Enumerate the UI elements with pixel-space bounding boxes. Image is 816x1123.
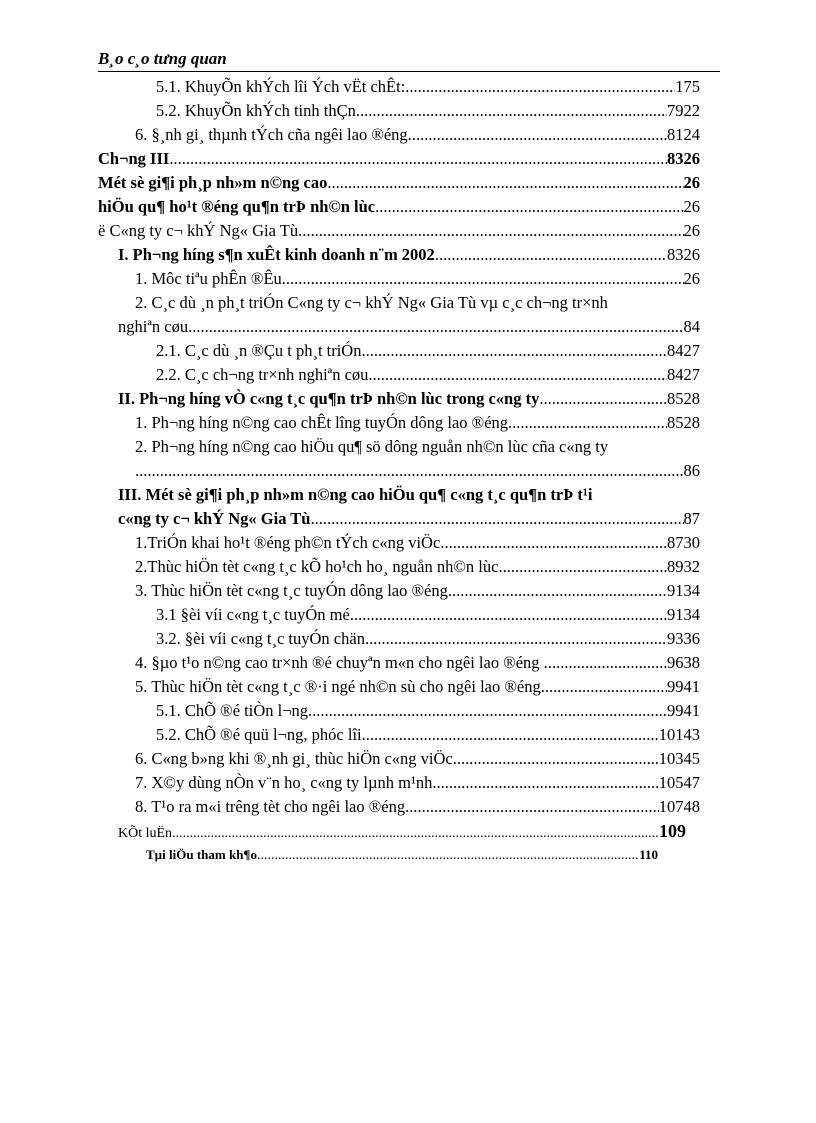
toc-leader-dots	[548, 651, 667, 675]
toc-leader-dots	[539, 387, 667, 411]
toc-page-number: 8326	[667, 149, 700, 168]
toc-entry-title: 3.1 §èi víi c«ng t¸c tuyÓn mé	[156, 605, 350, 624]
toc-page-number: 9941	[667, 677, 700, 696]
toc-page-number: 10345	[658, 749, 700, 768]
toc-leader-dots	[448, 579, 667, 603]
toc-entry	[98, 267, 700, 291]
toc-page-number: 86	[683, 461, 700, 480]
toc-entry	[98, 627, 700, 651]
toc-leader-dots	[192, 315, 683, 339]
table-of-contents	[98, 75, 700, 867]
toc-leader-dots	[453, 747, 659, 771]
toc-entry	[98, 171, 700, 195]
toc-leader-dots	[432, 771, 658, 795]
toc-leader-dots	[545, 675, 667, 699]
toc-leader-dots	[444, 531, 667, 555]
toc-page-number: 9941	[667, 701, 700, 720]
toc-leader-dots	[298, 219, 683, 243]
toc-entry	[98, 483, 700, 507]
toc-leader-dots	[369, 627, 667, 651]
toc-entry	[98, 699, 700, 723]
toc-entry-title: 5.1. ChÕ ®é tiÒn l¬ng.	[156, 701, 313, 720]
toc-entry	[98, 123, 700, 147]
toc-entry	[98, 147, 700, 171]
toc-page-number: 7922	[667, 101, 700, 120]
toc-page-number: 9134	[667, 605, 700, 624]
toc-entry-title: 2.1. C¸c dù ¸n ®Çu t ph¸t triÓn.	[156, 341, 366, 360]
toc-leader-dots	[435, 243, 667, 267]
toc-entry	[98, 243, 700, 267]
toc-page-number: 9134	[667, 581, 700, 600]
toc-entry-title: 2. C¸c dù ¸n ph¸t triÓn C«ng ty c¬ khÝ Ng« Gia Tù vµ c¸c ch¬ng tr×nh	[135, 293, 608, 312]
toc-page-number: 87	[683, 509, 700, 528]
toc-entry-title: 6. C«ng b»ng khi ®¸nh gi¸ thùc hiÖn c«ng viÖc	[135, 749, 453, 768]
toc-entry	[98, 435, 700, 459]
toc-page-number: 26	[683, 173, 700, 192]
toc-page-number: 8326	[667, 245, 700, 264]
toc-page-number: 10547	[658, 773, 700, 792]
toc-entry-title: 5. Thùc hiÖn tèt c«ng t¸c ®·i ngé nh©n sù cho ngêi lao ®éng.	[135, 677, 545, 696]
page-header: B¸o c¸o tưng quan	[98, 48, 720, 72]
toc-page-number: 26	[683, 221, 700, 240]
toc-entry-title: 5.2. ChÕ ®é quü l¬ng, phóc lîi.	[156, 725, 366, 744]
toc-entry-title: Tµi liÖu tham kh¶o	[146, 847, 257, 862]
toc-entry	[98, 99, 700, 123]
toc-entry	[98, 507, 700, 531]
toc-page-number: 8932	[667, 557, 700, 576]
toc-leader-dots	[508, 411, 667, 435]
toc-entry-title: 7. X©y dùng nÒn v¨n ho¸ c«ng ty lµnh m¹nh	[135, 773, 433, 792]
toc-entry-title: 2.Thùc hiÖn tèt c«ng t¸c kÕ ho¹ch ho¸ nguån nh©n lùc.	[135, 557, 503, 576]
toc-entry	[98, 795, 700, 819]
toc-entry-title: nghiªn cøu.	[118, 317, 193, 336]
toc-entry	[98, 195, 700, 219]
toc-entry-title: III. Mét sè gi¶i ph¸p nh»m n©ng cao hiÖu qu¶ c«ng t¸c qu¶n trÞ t¹i	[118, 485, 593, 504]
toc-entry-title: 2. Ph¬ng híng n©ng cao hiÖu qu¶ sö dông nguån nh©n lùc cña c«ng ty	[135, 437, 609, 456]
toc-entry-title: 1. Ph¬ng híng n©ng cao chÊt lîng tuyÓn dông lao ®éng	[135, 413, 509, 432]
toc-leader-dots	[350, 603, 667, 627]
toc-leader-dots	[135, 459, 684, 483]
toc-entry	[98, 315, 700, 339]
toc-entry	[98, 459, 700, 483]
toc-page-number: 9336	[667, 629, 700, 648]
toc-entry	[98, 531, 700, 555]
toc-page-number: 109	[659, 821, 686, 841]
toc-entry	[98, 387, 700, 411]
toc-entry	[98, 291, 700, 315]
toc-entry-title: 2.2. C¸c ch¬ng tr×nh nghiªn cøu.	[156, 365, 373, 384]
toc-entry	[98, 579, 700, 603]
toc-page-number: 8528	[667, 389, 700, 408]
toc-entry-title: 1.TriÓn khai ho¹t ®éng ph©n tÝch c«ng viÖc.	[135, 533, 445, 552]
toc-entry	[98, 819, 700, 843]
toc-leader-dots	[282, 267, 684, 291]
toc-page-number: 9638	[667, 653, 700, 672]
toc-leader-dots	[375, 195, 683, 219]
toc-entry-title: c«ng ty c¬ khÝ Ng« Gia Tù	[118, 509, 311, 528]
toc-leader-dots	[373, 363, 667, 387]
toc-entry-title: 4. §µo t¹o n©ng cao tr×nh ®é chuyªn m«n cho ngêi lao ®éng .	[135, 653, 548, 672]
toc-leader-dots	[310, 507, 683, 531]
toc-page-number: 175	[675, 77, 700, 96]
toc-leader-dots	[360, 99, 667, 123]
toc-leader-dots	[327, 171, 683, 195]
toc-entry-title: 1. Môc tiªu phÊn ®Êu	[135, 269, 282, 288]
toc-entry	[98, 723, 700, 747]
toc-entry-title: KÕt luËn	[118, 826, 173, 841]
toc-entry	[98, 411, 700, 435]
toc-leader-dots	[409, 795, 659, 819]
toc-leader-dots	[366, 723, 659, 747]
toc-entry	[98, 363, 700, 387]
toc-page-number: 8427	[667, 341, 700, 360]
toc-entry	[98, 75, 700, 99]
toc-page-number: 8730	[667, 533, 700, 552]
toc-entry	[98, 651, 700, 675]
toc-entry-title: 6. §¸nh gi¸ thµnh tÝch cña ngêi lao ®éng.	[135, 125, 412, 144]
toc-entry	[98, 675, 700, 699]
toc-entry	[98, 747, 700, 771]
toc-entry	[98, 771, 700, 795]
toc-entry	[98, 219, 700, 243]
toc-page-number: 84	[683, 317, 700, 336]
toc-entry	[98, 603, 700, 627]
toc-page-number: 8124	[667, 125, 700, 144]
toc-entry-title: Ch¬ng III	[98, 149, 170, 168]
toc-leader-dots	[169, 147, 667, 171]
toc-page-number: 26	[683, 269, 700, 288]
toc-entry-title: I. Ph¬ng híng s¶n xuÊt kinh doanh n¨m 2002	[118, 245, 435, 264]
toc-entry-title: 8. T¹o ra m«i trêng tèt cho ngêi lao ®éng.	[135, 797, 410, 816]
toc-leader-dots	[257, 844, 639, 868]
toc-leader-dots	[503, 555, 667, 579]
toc-entry	[98, 843, 700, 867]
toc-page-number: 26	[683, 197, 700, 216]
toc-entry-title: 5.1. KhuyÕn khÝch lîi Ých vËt chÊt:	[156, 77, 406, 96]
toc-page-number: 8528	[667, 413, 700, 432]
toc-entry	[98, 339, 700, 363]
toc-entry-title: hiÖu qu¶ ho¹t ®éng qu¶n trÞ nh©n lùc	[98, 197, 376, 216]
toc-leader-dots	[405, 75, 675, 99]
toc-entry-title: ë C«ng ty c¬ khÝ Ng« Gia Tù	[98, 221, 299, 240]
toc-leader-dots	[312, 699, 667, 723]
toc-entry-title: Mét sè gi¶i ph¸p nh»m n©ng cao	[98, 173, 328, 192]
toc-leader-dots	[366, 339, 667, 363]
toc-leader-dots	[412, 123, 667, 147]
toc-page-number: 110	[639, 847, 658, 862]
toc-entry-title: 3.2. §èi víi c«ng t¸c tuyÓn chän.	[156, 629, 370, 648]
toc-page-number: 10748	[658, 797, 700, 816]
toc-entry	[98, 555, 700, 579]
toc-page-number: 8427	[667, 365, 700, 384]
toc-page-number: 10143	[658, 725, 700, 744]
toc-entry-title: 3. Thùc hiÖn tèt c«ng t¸c tuyÓn dông lao ®éng	[135, 581, 448, 600]
toc-entry-title: 5.2. KhuyÕn khÝch tinh thÇn.	[156, 101, 360, 120]
toc-entry-title: II. Ph¬ng híng vÒ c«ng t¸c qu¶n trÞ nh©n lùc trong c«ng ty	[118, 389, 540, 408]
